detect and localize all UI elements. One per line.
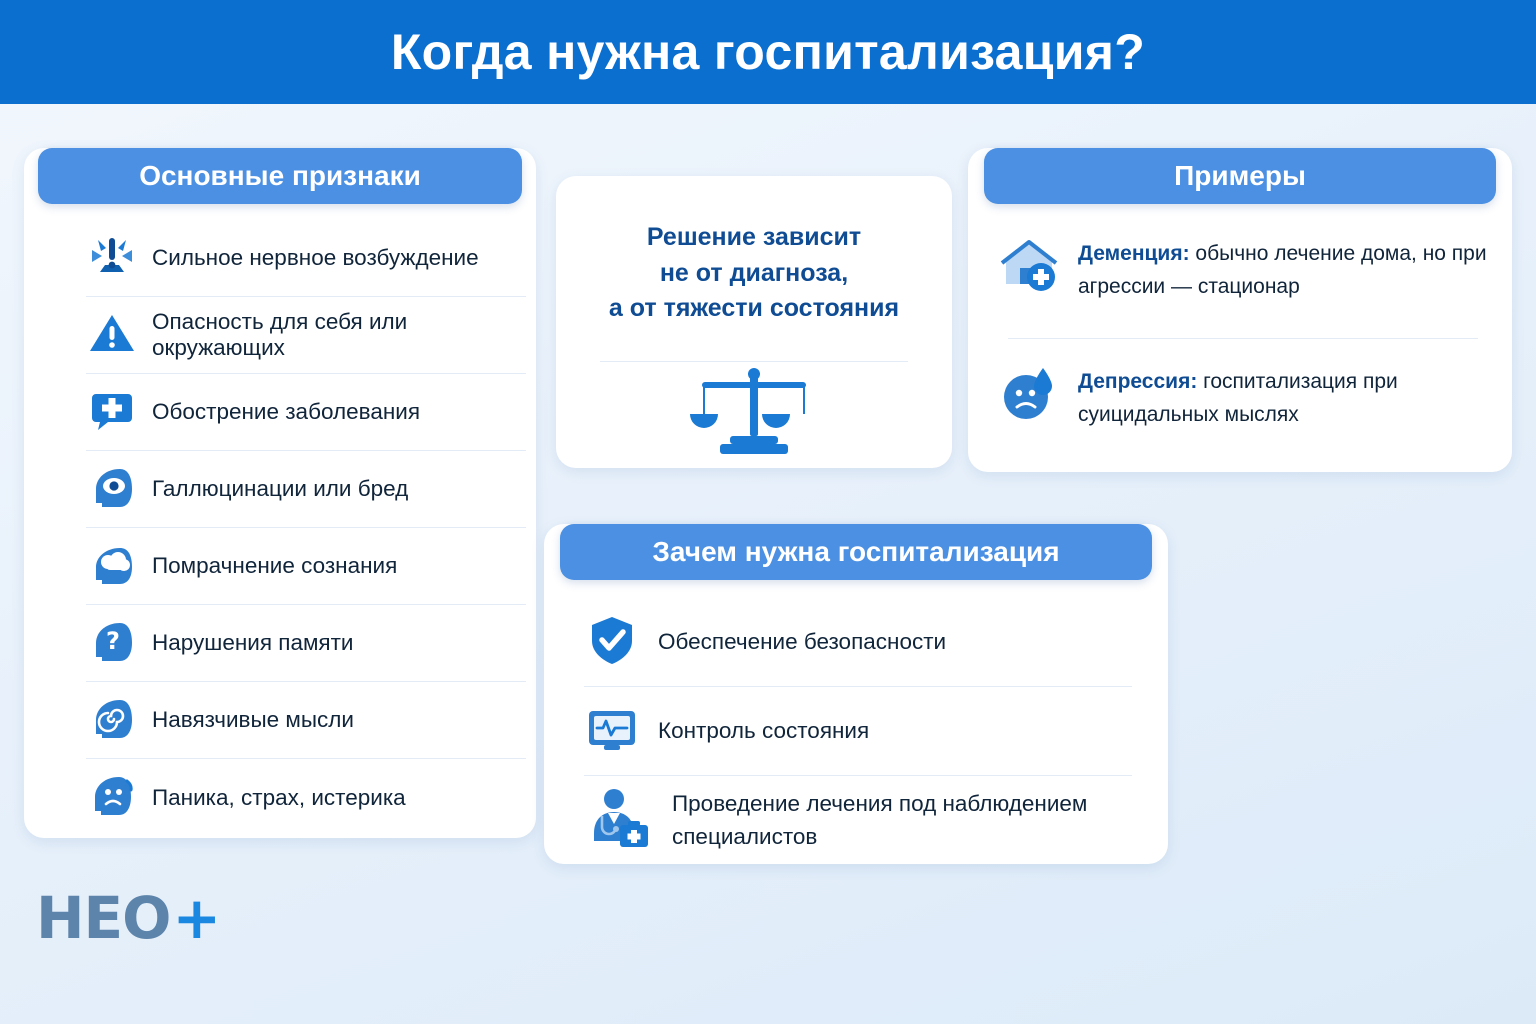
list-item-label: Помрачнение сознания [152,553,398,578]
list-item [86,297,526,374]
scales-icon [684,362,824,463]
list-item-label: Проведение лечения под наблюдением специалистов [672,790,1088,849]
page-title: Когда нужна госпитализация? [390,24,1146,80]
list-item-label: Опасность для себя или окружающих [152,309,408,360]
agitation-icon [86,230,138,287]
example-text [1078,232,1496,303]
list-item-label: Сильное нервное возбуждение [152,245,479,270]
list-item [86,220,526,297]
list-item [996,232,1496,303]
why-list [584,598,1132,865]
head-eye-icon [86,461,138,518]
shield-check-icon [584,612,640,673]
examples-title [984,148,1496,204]
brand-logo [36,884,221,952]
example-text [1078,360,1496,431]
warning-triangle-icon [86,307,138,364]
decision-line-2: не от диагноза, [659,258,849,287]
decision-text [576,220,932,327]
list-item [86,451,526,528]
page-header [0,0,1536,104]
example-rest: госпитализация при суицидальных мыслях [1078,370,1398,426]
decision-card [556,176,952,468]
list-item-label: Паника, страх, истерика [152,784,406,810]
head-spiral-icon [86,692,138,749]
list-item [86,605,526,682]
example-bold: Деменция: [1078,242,1190,265]
list-item [584,687,1132,776]
decision-line-1: Решение зависит [646,223,862,251]
main-signs-title [38,148,522,204]
list-item [86,682,526,759]
list-item [996,360,1496,431]
list-item-label: Навязчивые мысли [152,707,354,732]
list-item [584,598,1132,687]
svg-text:?: ? [106,626,120,655]
example-rest: обычно лечение дома, но при агрессии — стационар [1078,242,1487,298]
why-title-label: Зачем нужна госпитализация [652,536,1060,567]
logo-plus-icon: + [172,884,222,952]
list-item-label: Обострение заболевания [152,399,421,424]
divider [1008,338,1478,339]
list-item-label: Нарушения памяти [152,630,354,655]
example-bold: Депрессия: [1078,370,1198,393]
list-item-label: Галлюцинации или бред [152,476,409,501]
main-signs-list [86,220,526,836]
main-signs-title-label: Основные признаки [139,160,421,191]
sad-face-drop-icon [996,360,1062,431]
head-cloud-icon [86,538,138,595]
monitor-pulse-icon [584,701,640,762]
list-item [86,528,526,605]
head-panic-icon [86,769,138,826]
head-question-icon [86,615,138,672]
list-item-label: Контроль состояния [658,717,870,743]
list-item [86,759,526,836]
list-item [584,776,1132,865]
decision-line-3: а от тяжести состояния [608,294,900,322]
doctor-icon [584,783,654,858]
list-item-label: Обеспечение безопасности [658,628,947,654]
examples-title-label: Примеры [1174,160,1306,191]
logo-text: HEO [36,884,171,952]
medical-cross-speech-icon [86,384,138,441]
main-signs-card [24,148,536,838]
home-care-icon [996,232,1062,303]
list-item [86,374,526,451]
why-hospitalization-title [560,524,1152,580]
